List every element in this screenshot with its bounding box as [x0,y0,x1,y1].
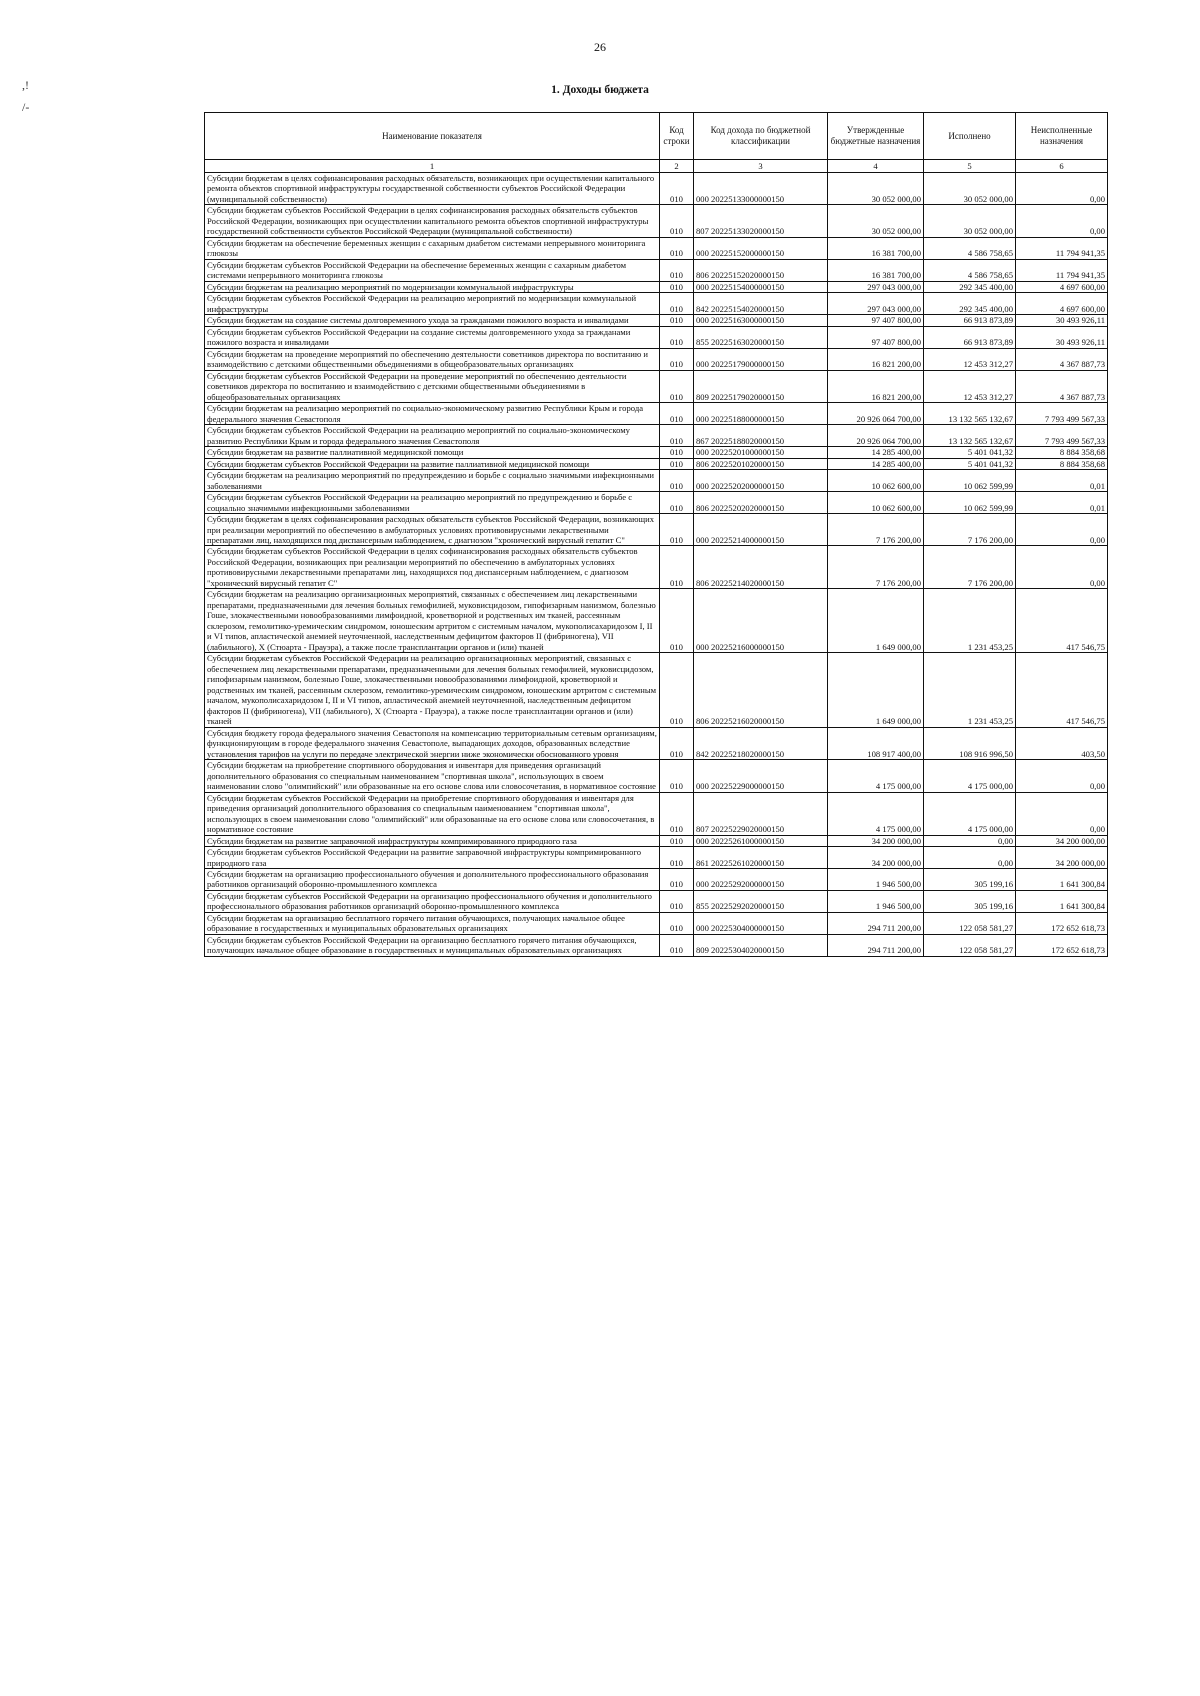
row-name-cell: Субсидии бюджетам на организацию бесплатного горячего питания обучающихся, получающих начальное общее образование в государственных и муниципальных образовательных организациях [205,912,660,934]
row-line-code-cell: 010 [660,760,694,792]
table-row [205,348,1108,370]
row-unexecuted-cell: 11 794 941,35 [1016,259,1108,281]
row-name-cell: Субсидии бюджетам на организацию профессионального обучения и дополнительного профессионального образования работников организаций оборонно-промышленного комплекса [205,869,660,891]
table-body [205,173,1108,957]
row-income-code-cell: 000 20225261000000150 [694,835,828,846]
table-row [205,370,1108,402]
row-income-code-cell: 000 20225152000000150 [694,237,828,259]
column-number: 6 [1016,160,1108,173]
row-executed-cell: 5 401 041,32 [924,458,1016,469]
row-unexecuted-cell: 7 793 499 567,33 [1016,403,1108,425]
row-income-code-cell: 000 20225154000000150 [694,281,828,292]
row-executed-cell: 122 058 581,27 [924,934,1016,956]
row-executed-cell: 13 132 565 132,67 [924,403,1016,425]
row-income-code-cell: 000 20225202000000150 [694,470,828,492]
row-unexecuted-cell: 172 652 618,73 [1016,934,1108,956]
row-unexecuted-cell: 417 546,75 [1016,653,1108,727]
revenue-table [204,112,1108,957]
row-unexecuted-cell: 403,50 [1016,727,1108,759]
row-name-cell: Субсидии бюджетам субъектов Российской Федерации на реализацию мероприятий по предупреждению и борьбе с социально значимыми инфекционными заболеваниями [205,492,660,514]
row-executed-cell: 108 916 996,50 [924,727,1016,759]
row-name-cell: Субсидии бюджетам на реализацию мероприятий по модернизации коммунальной инфраструктуры [205,281,660,292]
row-executed-cell: 7 176 200,00 [924,514,1016,546]
row-unexecuted-cell: 4 697 600,00 [1016,293,1108,315]
row-executed-cell: 66 913 873,89 [924,326,1016,348]
row-unexecuted-cell: 34 200 000,00 [1016,847,1108,869]
row-line-code-cell: 010 [660,173,694,205]
table-row [205,281,1108,292]
table-row [205,403,1108,425]
row-name-cell: Субсидии бюджетам на развитие паллиативной медицинской помощи [205,447,660,458]
row-unexecuted-cell: 0,00 [1016,760,1108,792]
table-row [205,727,1108,759]
row-name-cell: Субсидии бюджетам в целях софинансирования расходных обязательств, возникающих при осуществлении капитального ремонта объектов спортивной инфраструктуры государственной собственности субъектов Российской Федерации (муниципальной собственности) [205,173,660,205]
row-unexecuted-cell: 4 367 887,73 [1016,370,1108,402]
row-line-code-cell: 010 [660,315,694,326]
row-approved-cell: 1 946 500,00 [828,890,924,912]
row-name-cell: Субсидии бюджетам субъектов Российской Федерации на обеспечение беременных женщин с сахарным диабетом системами непрерывного мониторинга глюкозы [205,259,660,281]
table-row [205,326,1108,348]
header-name: Наименование показателя [205,113,660,160]
table-row [205,492,1108,514]
row-line-code-cell: 010 [660,205,694,237]
header-approved: Утвержденные бюджетные назначения [828,113,924,160]
table-row [205,293,1108,315]
row-income-code-cell: 809 20225304020000150 [694,934,828,956]
row-name-cell: Субсидии бюджетам субъектов Российской Федерации на организацию бесплатного горячего питания обучающихся, получающих начальное общее образование в государственных и муниципальных образовательных организациях [205,934,660,956]
row-income-code-cell: 807 20225229020000150 [694,792,828,835]
row-name-cell: Субсидии бюджетам субъектов Российской Федерации на реализацию мероприятий по модернизации коммунальной инфраструктуры [205,293,660,315]
row-unexecuted-cell: 30 493 926,11 [1016,315,1108,326]
row-unexecuted-cell: 4 367 887,73 [1016,348,1108,370]
row-name-cell: Субсидии бюджетам субъектов Российской Федерации на развитие паллиативной медицинской помощи [205,458,660,469]
row-approved-cell: 7 176 200,00 [828,514,924,546]
row-name-cell: Субсидии бюджетам на реализацию мероприятий по социально-экономическому развитию Республики Крым и города федерального значения Севастополя [205,403,660,425]
row-line-code-cell: 010 [660,792,694,835]
row-approved-cell: 20 926 064 700,00 [828,425,924,447]
row-name-cell: Субсидии бюджетам субъектов Российской Федерации на развитие заправочной инфраструктуры компримированного природного газа [205,847,660,869]
row-unexecuted-cell: 8 884 358,68 [1016,447,1108,458]
table-row [205,847,1108,869]
row-unexecuted-cell: 4 697 600,00 [1016,281,1108,292]
row-executed-cell: 292 345 400,00 [924,281,1016,292]
row-line-code-cell: 010 [660,546,694,589]
table-row [205,470,1108,492]
row-name-cell: Субсидии бюджетам субъектов Российской Федерации на организацию профессионального обучения и дополнительного профессионального образования работников организаций оборонно-промышленного комплекса [205,890,660,912]
row-executed-cell: 305 199,16 [924,869,1016,891]
table-row [205,589,1108,653]
row-line-code-cell: 010 [660,589,694,653]
column-number: 2 [660,160,694,173]
row-name-cell: Субсидии бюджетам субъектов Российской Федерации в целях софинансирования расходных обязательств субъектов Российской Федерации, возникающих при осуществлении капитального ремонта объектов спортивной инфраструктуры государственной собственности субъектов Российской Федерации (муниципальной собственности) [205,205,660,237]
row-income-code-cell: 861 20225261020000150 [694,847,828,869]
row-name-cell: Субсидия бюджету города федерального значения Севастополя на компенсацию территориальным сетевым организациям, функционирующим в городе федерального значения Севастополе, выпадающих доходов, образованных вследствие установления тарифов на услуги по передаче электрической энергии ниже экономически обоснованного уровня [205,727,660,759]
row-line-code-cell: 010 [660,458,694,469]
row-approved-cell: 97 407 800,00 [828,326,924,348]
row-line-code-cell: 010 [660,492,694,514]
row-unexecuted-cell: 0,01 [1016,470,1108,492]
row-line-code-cell: 010 [660,847,694,869]
row-name-cell: Субсидии бюджетам субъектов Российской Федерации на создание системы долговременного ухода за гражданами пожилого возраста и инвалидами [205,326,660,348]
header-income-code: Код дохода по бюджетной классификации [694,113,828,160]
row-line-code-cell: 010 [660,403,694,425]
row-income-code-cell: 855 20225292020000150 [694,890,828,912]
table-header-row [205,113,1108,160]
row-income-code-cell: 806 20225152020000150 [694,259,828,281]
table-row [205,259,1108,281]
row-approved-cell: 30 052 000,00 [828,173,924,205]
row-unexecuted-cell: 8 884 358,68 [1016,458,1108,469]
row-income-code-cell: 867 20225188020000150 [694,425,828,447]
row-line-code-cell: 010 [660,259,694,281]
table-row [205,792,1108,835]
row-income-code-cell: 809 20225179020000150 [694,370,828,402]
row-line-code-cell: 010 [660,293,694,315]
row-executed-cell: 66 913 873,89 [924,315,1016,326]
table-row [205,458,1108,469]
row-income-code-cell: 000 20225304000000150 [694,912,828,934]
row-approved-cell: 7 176 200,00 [828,546,924,589]
row-executed-cell: 10 062 599,99 [924,470,1016,492]
row-line-code-cell: 010 [660,653,694,727]
row-approved-cell: 297 043 000,00 [828,281,924,292]
row-income-code-cell: 000 20225214000000150 [694,514,828,546]
row-name-cell: Субсидии бюджетам на приобретение спортивного оборудования и инвентаря для приведения организаций дополнительного образования со специальным наименованием "спортивная школа", использующих в своем наименовании слово "олимпийский" или образованные на его основе слова или словосочетания, в нормативное состояние [205,760,660,792]
row-unexecuted-cell: 1 641 300,84 [1016,890,1108,912]
row-line-code-cell: 010 [660,912,694,934]
margin-mark: /- [22,100,30,114]
table-row [205,315,1108,326]
row-approved-cell: 20 926 064 700,00 [828,403,924,425]
column-number: 1 [205,160,660,173]
row-executed-cell: 10 062 599,99 [924,492,1016,514]
row-name-cell: Субсидии бюджетам на реализацию мероприятий по предупреждению и борьбе с социально значимыми инфекционными заболеваниями [205,470,660,492]
column-number: 4 [828,160,924,173]
row-approved-cell: 4 175 000,00 [828,792,924,835]
row-name-cell: Субсидии бюджетам на проведение мероприятий по обеспечению деятельности советников директора по воспитанию и взаимодействию с детскими общественными объединениями в общеобразовательных организациях [205,348,660,370]
row-line-code-cell: 010 [660,835,694,846]
row-executed-cell: 1 231 453,25 [924,653,1016,727]
row-executed-cell: 30 052 000,00 [924,205,1016,237]
row-executed-cell: 5 401 041,32 [924,447,1016,458]
table-row [205,514,1108,546]
row-approved-cell: 16 381 700,00 [828,259,924,281]
row-approved-cell: 4 175 000,00 [828,760,924,792]
table-row [205,912,1108,934]
row-executed-cell: 4 586 758,65 [924,259,1016,281]
row-income-code-cell: 000 20225163000000150 [694,315,828,326]
row-unexecuted-cell: 417 546,75 [1016,589,1108,653]
row-line-code-cell: 010 [660,727,694,759]
row-line-code-cell: 010 [660,934,694,956]
row-line-code-cell: 010 [660,237,694,259]
table-row [205,546,1108,589]
row-executed-cell: 4 586 758,65 [924,237,1016,259]
row-executed-cell: 12 453 312,27 [924,370,1016,402]
row-unexecuted-cell: 30 493 926,11 [1016,326,1108,348]
row-line-code-cell: 010 [660,326,694,348]
row-executed-cell: 12 453 312,27 [924,348,1016,370]
section-title: 1. Доходы бюджета [551,84,649,96]
row-approved-cell: 294 711 200,00 [828,934,924,956]
row-income-code-cell: 842 20225218020000150 [694,727,828,759]
row-executed-cell: 0,00 [924,835,1016,846]
row-income-code-cell: 806 20225216020000150 [694,653,828,727]
row-approved-cell: 34 200 000,00 [828,835,924,846]
table-row [205,205,1108,237]
row-line-code-cell: 010 [660,370,694,402]
row-unexecuted-cell: 1 641 300,84 [1016,869,1108,891]
row-executed-cell: 4 175 000,00 [924,760,1016,792]
row-line-code-cell: 010 [660,348,694,370]
row-income-code-cell: 806 20225214020000150 [694,546,828,589]
row-executed-cell: 1 231 453,25 [924,589,1016,653]
row-unexecuted-cell: 0,00 [1016,205,1108,237]
row-unexecuted-cell: 7 793 499 567,33 [1016,425,1108,447]
row-income-code-cell: 000 20225133000000150 [694,173,828,205]
row-line-code-cell: 010 [660,514,694,546]
row-income-code-cell: 806 20225201020000150 [694,458,828,469]
row-line-code-cell: 010 [660,425,694,447]
revenue-table-container [204,112,1107,957]
row-name-cell: Субсидии бюджетам на реализацию организационных мероприятий, связанных с обеспечением лиц лекарственными препаратами, предназначенными для лечения больных гемофилией, муковисцидозом, гипофизарным нанизмом, болезнью Гоше, злокачественными новообразованиями лимфоидной, кроветворной и родственных им тканей, рассеянным склерозом, гемолитико-уремическим синдромом, юношеским артритом с системным началом, мукополисахаридозом I, II и VI типов, апластической анемией неуточненной, наследственным дефицитом факторов II (фибриногена), VII (лабильного), X (Стюарта - Прауэра), а также после трансплантации органов и (или) тканей [205,589,660,653]
row-executed-cell: 4 175 000,00 [924,792,1016,835]
row-income-code-cell: 000 20225201000000150 [694,447,828,458]
row-approved-cell: 14 285 400,00 [828,458,924,469]
header-line-code: Код строки [660,113,694,160]
table-row [205,890,1108,912]
table-row [205,425,1108,447]
row-income-code-cell: 855 20225163020000150 [694,326,828,348]
table-row [205,934,1108,956]
margin-mark: ,! [22,78,29,92]
row-name-cell: Субсидии бюджетам субъектов Российской Федерации на реализацию мероприятий по социально-экономическому развитию Республики Крым и города федерального значения Севастополя [205,425,660,447]
row-line-code-cell: 010 [660,890,694,912]
row-approved-cell: 97 407 800,00 [828,315,924,326]
row-approved-cell: 297 043 000,00 [828,293,924,315]
table-row [205,237,1108,259]
page-number: 26 [594,40,606,54]
row-unexecuted-cell: 0,00 [1016,792,1108,835]
row-approved-cell: 34 200 000,00 [828,847,924,869]
row-executed-cell: 292 345 400,00 [924,293,1016,315]
row-name-cell: Субсидии бюджетам на создание системы долговременного ухода за гражданами пожилого возраста и инвалидами [205,315,660,326]
row-approved-cell: 10 062 600,00 [828,470,924,492]
row-income-code-cell: 000 20225292000000150 [694,869,828,891]
row-unexecuted-cell: 0,01 [1016,492,1108,514]
row-approved-cell: 294 711 200,00 [828,912,924,934]
row-income-code-cell: 807 20225133020000150 [694,205,828,237]
row-name-cell: Субсидии бюджетам на развитие заправочной инфраструктуры компримированного природного газа [205,835,660,846]
row-name-cell: Субсидии бюджетам на обеспечение беременных женщин с сахарным диабетом системами непрерывного мониторинга глюкозы [205,237,660,259]
table-row [205,173,1108,205]
row-income-code-cell: 000 20225216000000150 [694,589,828,653]
row-income-code-cell: 000 20225188000000150 [694,403,828,425]
row-line-code-cell: 010 [660,447,694,458]
column-number: 3 [694,160,828,173]
table-row [205,869,1108,891]
row-unexecuted-cell: 0,00 [1016,173,1108,205]
row-income-code-cell: 000 20225179000000150 [694,348,828,370]
row-name-cell: Субсидии бюджетам в целях софинансирования расходных обязательств субъектов Российской Федерации, возникающих при реализации мероприятий по обеспечению в амбулаторных условиях противовирусными лекарственными препаратами лиц, находящихся под диспансерным наблюдением, с диагнозом "хронический вирусный гепатит С" [205,514,660,546]
header-executed: Исполнено [924,113,1016,160]
row-unexecuted-cell: 0,00 [1016,514,1108,546]
row-income-code-cell: 806 20225202020000150 [694,492,828,514]
table-row [205,760,1108,792]
column-number-row [205,160,1108,173]
column-number: 5 [924,160,1016,173]
row-unexecuted-cell: 0,00 [1016,546,1108,589]
row-approved-cell: 16 381 700,00 [828,237,924,259]
row-name-cell: Субсидии бюджетам субъектов Российской Федерации на приобретение спортивного оборудования и инвентаря для приведения организаций дополнительного образования со специальным наименованием "спортивная школа", использующих в своем наименовании слово "олимпийский" или образованные на его основе слова или словосочетания, в нормативное состояние [205,792,660,835]
row-executed-cell: 305 199,16 [924,890,1016,912]
table-row [205,835,1108,846]
row-approved-cell: 30 052 000,00 [828,205,924,237]
row-name-cell: Субсидии бюджетам субъектов Российской Федерации на реализацию организационных мероприятий, связанных с обеспечением лиц лекарственными препаратами, предназначенными для лечения больных гемофилией, муковисцидозом, гипофизарным нанизмом, болезнью Гоше, злокачественными новообразованиями лимфоидной, кроветворной и родственных им тканей, рассеянным склерозом, гемолитико-уремическим синдромом, юношеским артритом с системным началом, мукополисахаридозом I, II и VI типов, апластической анемией неуточненной, наследственным дефицитом факторов II (фибриногена), VII (лабильного), X (Стюарта - Прауэра), а также после трансплантации органов и (или) тканей [205,653,660,727]
row-income-code-cell: 842 20225154020000150 [694,293,828,315]
table-row [205,653,1108,727]
row-approved-cell: 1 649 000,00 [828,589,924,653]
row-line-code-cell: 010 [660,869,694,891]
row-approved-cell: 1 649 000,00 [828,653,924,727]
row-executed-cell: 7 176 200,00 [924,546,1016,589]
row-income-code-cell: 000 20225229000000150 [694,760,828,792]
row-unexecuted-cell: 11 794 941,35 [1016,237,1108,259]
row-name-cell: Субсидии бюджетам субъектов Российской Федерации на проведение мероприятий по обеспечению деятельности советников директора по воспитанию и взаимодействию с детскими общественными объединениями в общеобразовательных организациях [205,370,660,402]
row-approved-cell: 10 062 600,00 [828,492,924,514]
row-approved-cell: 16 821 200,00 [828,348,924,370]
row-approved-cell: 14 285 400,00 [828,447,924,458]
table-row [205,447,1108,458]
row-executed-cell: 13 132 565 132,67 [924,425,1016,447]
row-line-code-cell: 010 [660,281,694,292]
row-name-cell: Субсидии бюджетам субъектов Российской Федерации в целях софинансирования расходных обязательств субъектов Российской Федерации, возникающих при реализации мероприятий по обеспечению в амбулаторных условиях противовирусными лекарственными препаратами лиц, находящихся под диспансерным наблюдением, с диагнозом "хронический вирусный гепатит С" [205,546,660,589]
row-approved-cell: 16 821 200,00 [828,370,924,402]
header-unexecuted: Неисполненные назначения [1016,113,1108,160]
row-executed-cell: 122 058 581,27 [924,912,1016,934]
row-executed-cell: 0,00 [924,847,1016,869]
row-approved-cell: 1 946 500,00 [828,869,924,891]
row-line-code-cell: 010 [660,470,694,492]
row-approved-cell: 108 917 400,00 [828,727,924,759]
row-unexecuted-cell: 34 200 000,00 [1016,835,1108,846]
row-executed-cell: 30 052 000,00 [924,173,1016,205]
row-unexecuted-cell: 172 652 618,73 [1016,912,1108,934]
